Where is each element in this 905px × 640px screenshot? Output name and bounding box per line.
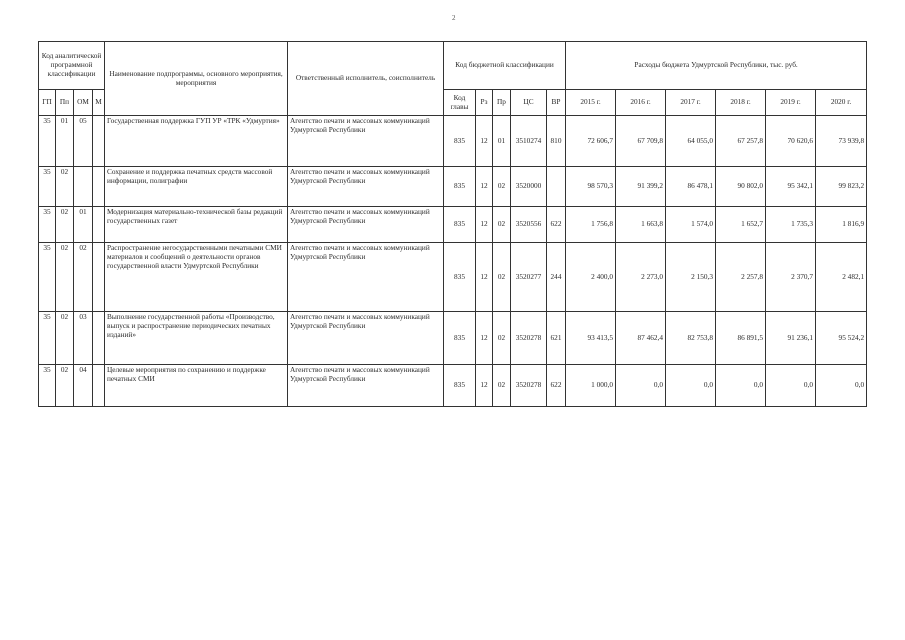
rz-cell: 12: [476, 116, 493, 167]
vr-cell: 244: [547, 243, 566, 312]
cs-cell: 3520278: [511, 365, 547, 407]
value-cell: 99 823,2: [816, 167, 867, 207]
pr-cell: 01: [493, 116, 511, 167]
cs-cell: 3520278: [511, 312, 547, 365]
value-cell: 2 370,7: [766, 243, 816, 312]
m-cell: [93, 312, 105, 365]
m-cell: [93, 365, 105, 407]
pr-cell: 02: [493, 312, 511, 365]
value-cell: 86 891,5: [716, 312, 766, 365]
value-cell: 64 055,0: [666, 116, 716, 167]
value-cell: 87 462,4: [616, 312, 666, 365]
value-cell: 95 524,2: [816, 312, 867, 365]
executor-cell: Агентство печати и массовых коммуникаций Удмуртской Республики: [288, 116, 444, 167]
value-cell: 98 570,3: [566, 167, 616, 207]
gp-cell: 35: [39, 312, 56, 365]
value-cell: 86 478,1: [666, 167, 716, 207]
pr-cell: 02: [493, 167, 511, 207]
vr-cell: 622: [547, 365, 566, 407]
rz-cell: 12: [476, 243, 493, 312]
cs-header: ЦС: [511, 90, 547, 116]
value-cell: 95 342,1: [766, 167, 816, 207]
m-cell: [93, 207, 105, 243]
name-cell: Распространение негосударственными печатными СМИ материалов и сообщений о деятельности органов государственной власти Удмуртской Республики: [105, 243, 288, 312]
year-header: 2017 г.: [666, 90, 716, 116]
rz-cell: 12: [476, 207, 493, 243]
value-cell: 1 663,8: [616, 207, 666, 243]
executor-header: Ответственный исполнитель, соисполнитель: [288, 42, 444, 116]
gp-header: ГП: [39, 90, 56, 116]
cs-cell: 3520000: [511, 167, 547, 207]
om-cell: 01: [74, 207, 93, 243]
kod-glavy-cell: 835: [444, 167, 476, 207]
gp-cell: 35: [39, 167, 56, 207]
value-cell: 1 000,0: [566, 365, 616, 407]
value-cell: 91 236,1: [766, 312, 816, 365]
cs-cell: 3520556: [511, 207, 547, 243]
executor-cell: Агентство печати и массовых коммуникаций Удмуртской Республики: [288, 312, 444, 365]
year-header: 2020 г.: [816, 90, 867, 116]
value-cell: 70 620,6: [766, 116, 816, 167]
value-cell: 0,0: [666, 365, 716, 407]
value-cell: 73 939,8: [816, 116, 867, 167]
om-cell: 05: [74, 116, 93, 167]
value-cell: 72 606,7: [566, 116, 616, 167]
value-cell: 1 816,9: [816, 207, 867, 243]
om-cell: 04: [74, 365, 93, 407]
value-cell: 2 482,1: [816, 243, 867, 312]
name-cell: Сохранение и поддержка печатных средств массовой информации, полиграфии: [105, 167, 288, 207]
rz-cell: 12: [476, 312, 493, 365]
om-cell: [74, 167, 93, 207]
vr-cell: [547, 167, 566, 207]
vr-cell: 810: [547, 116, 566, 167]
table-row: [39, 207, 867, 243]
name-cell: Государственная поддержка ГУП УР «ТРК «Удмуртия»: [105, 116, 288, 167]
vr-cell: 621: [547, 312, 566, 365]
kod-glavy-cell: 835: [444, 207, 476, 243]
pp-cell: 02: [56, 312, 74, 365]
om-header: ОМ: [74, 90, 93, 116]
budget-table: [38, 41, 867, 407]
vr-cell: 622: [547, 207, 566, 243]
year-header: 2019 г.: [766, 90, 816, 116]
value-cell: 0,0: [616, 365, 666, 407]
budget-code-header: Код бюджетной классификации: [444, 42, 566, 90]
value-cell: 0,0: [716, 365, 766, 407]
cs-cell: 3510274: [511, 116, 547, 167]
value-cell: 90 802,0: [716, 167, 766, 207]
pr-cell: 02: [493, 365, 511, 407]
gp-cell: 35: [39, 116, 56, 167]
kod-glavy-cell: 835: [444, 365, 476, 407]
year-header: 2015 г.: [566, 90, 616, 116]
table-row: [39, 312, 867, 365]
pr-header: Пр: [493, 90, 511, 116]
rz-cell: 12: [476, 167, 493, 207]
expenses-header: Расходы бюджета Удмуртской Республики, тыс. руб.: [566, 42, 867, 90]
value-cell: 2 400,0: [566, 243, 616, 312]
value-cell: 2 150,3: [666, 243, 716, 312]
kod-glavy-cell: 835: [444, 312, 476, 365]
name-cell: Целевые мероприятия по сохранению и поддержке печатных СМИ: [105, 365, 288, 407]
executor-cell: Агентство печати и массовых коммуникаций Удмуртской Республики: [288, 243, 444, 312]
value-cell: 91 399,2: [616, 167, 666, 207]
table-row: [39, 116, 867, 167]
m-cell: [93, 116, 105, 167]
value-cell: 1 574,0: [666, 207, 716, 243]
analytic-code-header: Код аналитической программной классификации: [39, 42, 105, 90]
executor-cell: Агентство печати и массовых коммуникаций Удмуртской Республики: [288, 365, 444, 407]
value-cell: 67 257,8: [716, 116, 766, 167]
pp-cell: 02: [56, 207, 74, 243]
name-header: Наименование подпрограммы, основного мероприятия, мероприятия: [105, 42, 288, 116]
m-cell: [93, 167, 105, 207]
value-cell: 2 273,0: [616, 243, 666, 312]
vr-header: ВР: [547, 90, 566, 116]
value-cell: 82 753,8: [666, 312, 716, 365]
value-cell: 0,0: [766, 365, 816, 407]
pr-cell: 02: [493, 243, 511, 312]
pr-cell: 02: [493, 207, 511, 243]
gp-cell: 35: [39, 365, 56, 407]
rz-header: Рз: [476, 90, 493, 116]
value-cell: 1 735,3: [766, 207, 816, 243]
year-header: 2016 г.: [616, 90, 666, 116]
pp-cell: 02: [56, 365, 74, 407]
value-cell: 1 756,8: [566, 207, 616, 243]
value-cell: 0,0: [816, 365, 867, 407]
table-row: [39, 365, 867, 407]
m-header: М: [93, 90, 105, 116]
name-cell: Модернизация материально-технической базы редакций государственных газет: [105, 207, 288, 243]
kod-glavy-header: Код главы: [444, 90, 476, 116]
gp-cell: 35: [39, 243, 56, 312]
kod-glavy-cell: 835: [444, 243, 476, 312]
m-cell: [93, 243, 105, 312]
page-number: 2: [452, 14, 456, 22]
executor-cell: Агентство печати и массовых коммуникаций Удмуртской Республики: [288, 207, 444, 243]
table-row: [39, 243, 867, 312]
pp-cell: 01: [56, 116, 74, 167]
pp-cell: 02: [56, 167, 74, 207]
cs-cell: 3520277: [511, 243, 547, 312]
value-cell: 93 413,5: [566, 312, 616, 365]
value-cell: 2 257,8: [716, 243, 766, 312]
gp-cell: 35: [39, 207, 56, 243]
executor-cell: Агентство печати и массовых коммуникаций Удмуртской Республики: [288, 167, 444, 207]
rz-cell: 12: [476, 365, 493, 407]
pp-cell: 02: [56, 243, 74, 312]
om-cell: 02: [74, 243, 93, 312]
table-row: [39, 167, 867, 207]
om-cell: 03: [74, 312, 93, 365]
value-cell: 1 652,7: [716, 207, 766, 243]
name-cell: Выполнение государственной работы «Производство, выпуск и распространение периодических печатных изданий»: [105, 312, 288, 365]
kod-glavy-cell: 835: [444, 116, 476, 167]
pp-header: Пп: [56, 90, 74, 116]
year-header: 2018 г.: [716, 90, 766, 116]
value-cell: 67 709,8: [616, 116, 666, 167]
